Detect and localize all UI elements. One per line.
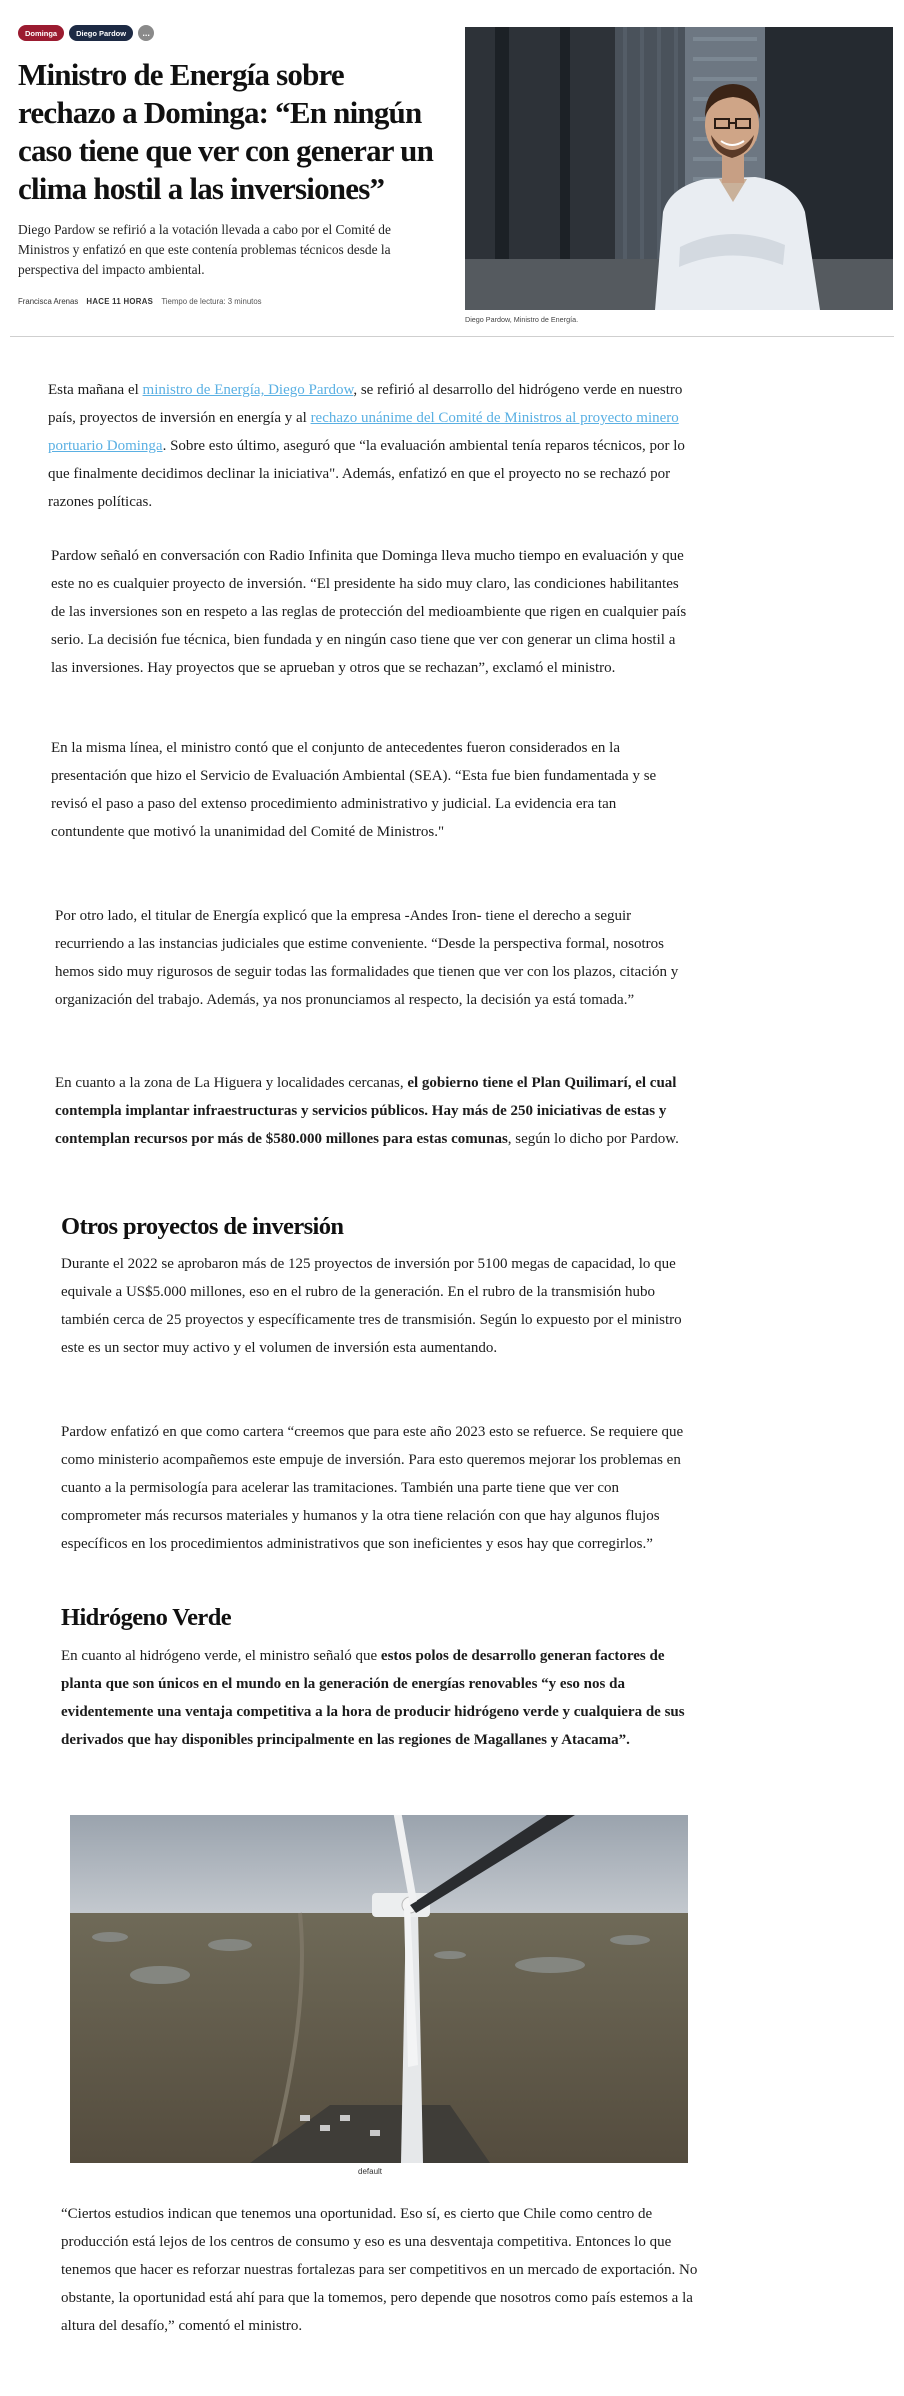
turbine-caption: default (358, 2167, 383, 2176)
p5-text-a: En cuanto a la zona de La Higuera y localidades cercanas, (55, 1075, 408, 1091)
link-ministro-energia[interactable]: ministro de Energía, Diego Pardow (142, 382, 354, 398)
subheading-otros-proyectos: Otros proyectos de inversión (61, 1213, 344, 1240)
paragraph-8 (61, 1642, 701, 1754)
paragraph-1 (48, 376, 688, 516)
p1-text-c: . Sobre esto último, aseguró que “la evaluación ambiental tenía reparos técnicos, por lo que finalmente decidimos declinar la iniciativa". Además, enfatizó en que el proyecto no se rechazó por razones políticas. (48, 438, 685, 510)
p1-text-b: , se refirió al desarrollo del hidrógeno verde en nuestro país, proyectos de inversión en energía y al (48, 382, 683, 426)
wind-turbine-photo (70, 1815, 688, 2163)
byline (18, 297, 262, 306)
paragraph-6: Durante el 2022 se aprobaron más de 125 proyectos de inversión por 5100 megas de capacidad, lo que equivale a US$5.000 millones, eso en el rubro de la generación. En el rubro de la transmisión hubo también cerca de 25 proyectos y específicamente tres de transmisión. Según lo expuesto por el ministro este es un sector muy activo y el volumen de inversión esta aumentando. (61, 1256, 682, 1356)
p5-text-bold: el gobierno tiene el Plan Quilimarí, el cual contempla implantar infraestructuras y servicios públicos. Hay más de 250 iniciativas de estas y contemplan recursos por más de $580.000 millones para estas comunas (55, 1075, 677, 1147)
p8-text-a: En cuanto al hidrógeno verde, el ministro señaló que (61, 1648, 381, 1664)
turbine-image[interactable] (70, 1815, 688, 2163)
tag-list (18, 25, 154, 41)
header-divider (10, 336, 894, 337)
paragraph-7: Pardow enfatizó en que como cartera “creemos que para este año 2023 esto se refuerce. Se requiere que como ministerio acompañemos este empuje de inversión. Para esto queremos mejorar los problemas en cuanto a la permisología para acelerar las tramitaciones. También una parte tiene que ver con comprometer más recursos materiales y humanos y la otra tiene relación con que hay algunos flujos específicos en los procedimientos administrativos que son ineficientes y esos hay que corregirlos.” (61, 1424, 684, 1552)
reading-time: Tiempo de lectura: 3 minutos (161, 297, 262, 306)
p5-text-c: , según lo dicho por Pardow. (507, 1131, 679, 1147)
p1-text-a: Esta mañana el (48, 382, 143, 398)
paragraph-5 (55, 1069, 695, 1153)
paragraph-9: “Ciertos estudios indican que tenemos una oportunidad. Eso sí, es cierto que Chile como centro de producción está lejos de los centros de consumo y eso es una desventaja competitiva. Entonces lo que tenemos que hacer es reforzar nuestras fortalezas para ser competitivos en un mercado de exportación. No obstante, la oportunidad está ahí para que la tomemos, pero depende que nosotros como país estemos a la altura del desafío,” comentó el ministro. (61, 2206, 698, 2334)
p8-text-bold: estos polos de desarrollo generan factores de planta que son únicos en el mundo en la generación de energías renovables “y eso nos da evidentemente una ventaja competitiva a la hora de producir hidrógeno verde y cualquiera de sus derivados que hay disponibles principalmente en las regiones de Magallanes y Atacama”. (61, 1648, 685, 1748)
article-dek: Diego Pardow se refirió a la votación llevada a cabo por el Comité de Ministros y enfatizó en que este contenía problemas técnicos desde la perspectiva del impacto ambiental. (18, 222, 391, 277)
tag-diego-pardow[interactable]: Diego Pardow (69, 25, 133, 41)
hero-photo (465, 27, 893, 310)
tag-dominga[interactable]: Dominga (18, 25, 64, 41)
article-header (0, 0, 904, 336)
author-link[interactable]: Francisca Arenas (18, 297, 79, 306)
subheading-hidrogeno-verde: Hidrógeno Verde (61, 1604, 231, 1631)
hero-image[interactable] (465, 27, 893, 310)
link-rechazo-dominga[interactable]: rechazo unánime del Comité de Ministros al proyecto minero portuario Dominga (48, 410, 679, 454)
paragraph-3: En la misma línea, el ministro contó que el conjunto de antecedentes fueron considerados en la presentación que hizo el Servicio de Evaluación Ambiental (SEA). “Esta fue bien fundamentada y se revisó el paso a paso del extenso procedimiento administrativo y judicial. La evidencia era tan contundente que motivó la unanimidad del Comité de Ministros." (51, 740, 657, 840)
hero-caption: Diego Pardow, Ministro de Energía. (465, 315, 579, 324)
paragraph-2: Pardow señaló en conversación con Radio Infinita que Dominga lleva mucho tiempo en evaluación y que este no es cualquier proyecto de inversión. “El presidente ha sido muy claro, las condiciones habilitantes de las inversiones son en respeto a las reglas de protección del medioambiente que rigen en cualquier país serio. La decisión fue técnica, bien fundada y en ningún caso tiene que ver con generar un clima hostil a las inversiones. Hay proyectos que se aprueban y otros que se rechazan”, exclamó el ministro. (51, 548, 687, 676)
more-tags-button[interactable]: ... (138, 25, 154, 41)
publish-time: HACE 11 HORAS (86, 297, 154, 306)
headline: Ministro de Energía sobre rechazo a Dominga: “En ningún caso tiene que ver con generar un clima hostil a las inversiones” (18, 57, 434, 206)
paragraph-4: Por otro lado, el titular de Energía explicó que la empresa -Andes Iron- tiene el derecho a seguir recurriendo a las instancias judiciales que estime conveniente. “Desde la perspectiva formal, nosotros hemos sido muy rigurosos de seguir todas las formalidades que tienen que ver con los plazos, citación y organización del trabajo. Además, ya nos pronunciamos al respecto, la decisión ya está tomada.” (55, 908, 679, 1008)
